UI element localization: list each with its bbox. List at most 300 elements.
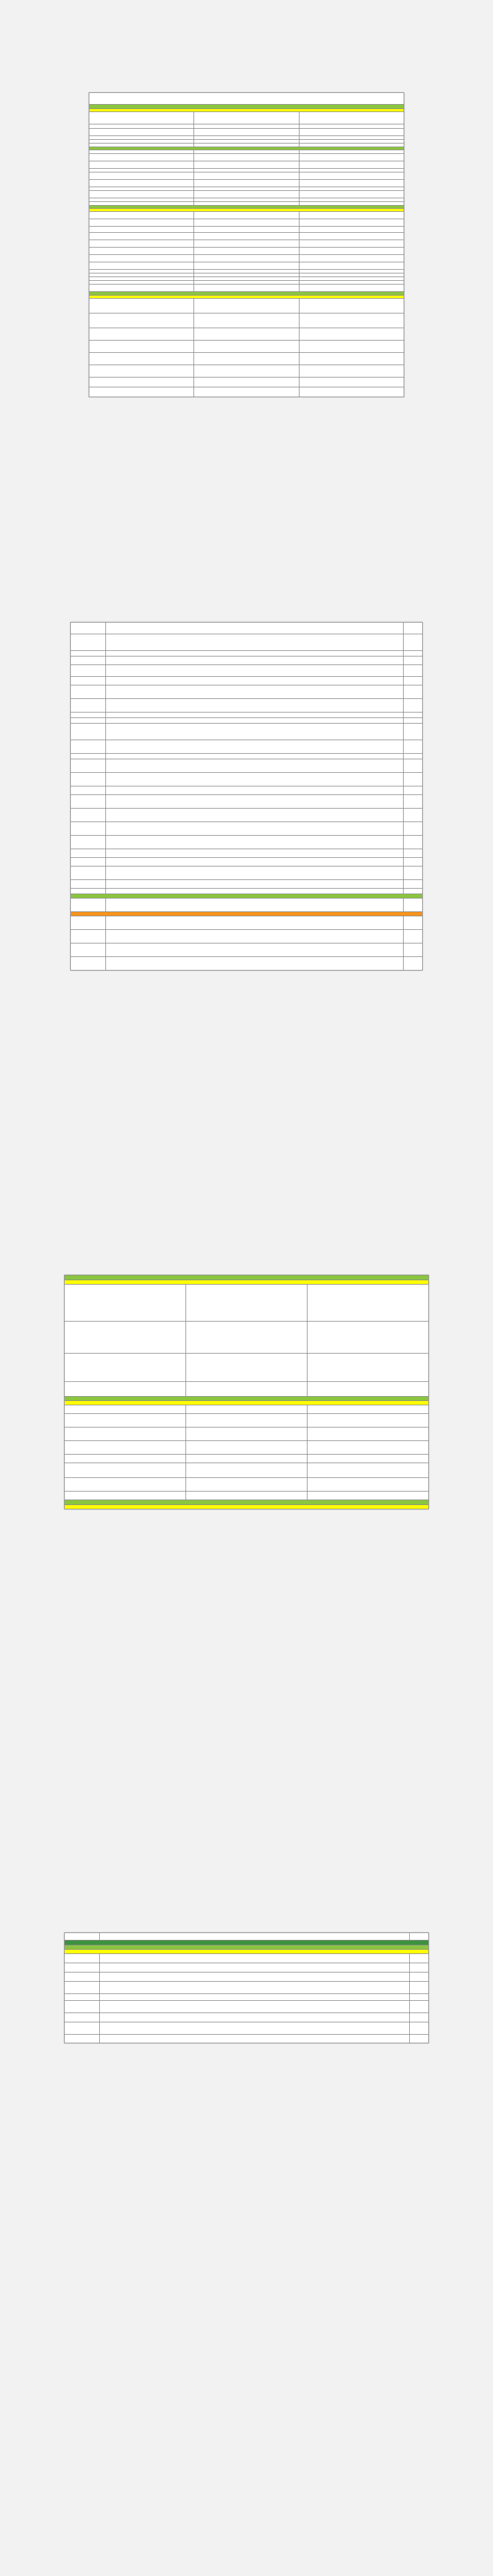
row-value-cell xyxy=(71,849,106,858)
table-row xyxy=(71,943,423,957)
document-title-row xyxy=(89,93,404,105)
row-number-cell xyxy=(299,255,404,262)
table-row xyxy=(89,124,404,129)
row-value-cell xyxy=(89,180,194,187)
row-description-cell xyxy=(194,161,299,169)
row-value-cell xyxy=(65,1322,186,1354)
row-number-cell xyxy=(308,1492,429,1500)
row-value-cell xyxy=(89,154,194,161)
row-number-cell xyxy=(308,1285,429,1322)
row-description-cell xyxy=(106,623,404,634)
row-description-cell xyxy=(186,1463,308,1478)
row-number-cell xyxy=(404,677,423,685)
row-number-cell xyxy=(404,740,423,754)
table-row xyxy=(65,1994,429,2001)
row-value-cell xyxy=(71,957,106,971)
row-number-cell xyxy=(299,240,404,248)
row-description-cell xyxy=(100,2001,410,2013)
table-row xyxy=(89,378,404,387)
row-description-cell xyxy=(186,1285,308,1322)
row-value-cell xyxy=(71,656,106,665)
table-row xyxy=(89,161,404,169)
table-row xyxy=(71,623,423,634)
row-description-cell xyxy=(194,328,299,341)
table-row xyxy=(71,651,423,656)
table-row xyxy=(71,724,423,740)
row-number-cell xyxy=(404,786,423,795)
row-value-cell xyxy=(65,2035,100,2043)
row-description-cell xyxy=(194,227,299,233)
row-description-cell xyxy=(100,2035,410,2043)
row-value-cell xyxy=(89,227,194,233)
row-description-cell xyxy=(194,172,299,180)
table-row xyxy=(89,180,404,187)
row-description-cell xyxy=(106,916,404,930)
row-value-cell xyxy=(89,219,194,227)
row-description-cell xyxy=(194,154,299,161)
row-number-cell xyxy=(299,161,404,169)
row-number-cell xyxy=(404,713,423,718)
row-number-cell xyxy=(404,858,423,866)
row-number-cell xyxy=(404,651,423,656)
table-row xyxy=(71,898,423,912)
table-row xyxy=(71,773,423,786)
row-description-cell xyxy=(100,2013,410,2022)
table-row xyxy=(89,387,404,397)
row-number-cell xyxy=(308,1455,429,1463)
row-value-cell xyxy=(71,943,106,957)
row-description-cell xyxy=(106,677,404,685)
row-number-cell xyxy=(299,328,404,341)
row-number-cell xyxy=(410,2001,429,2013)
row-number-cell xyxy=(308,1478,429,1492)
row-value-cell xyxy=(65,1954,100,1963)
row-value-cell xyxy=(89,285,194,292)
row-description-cell xyxy=(106,822,404,836)
row-description-cell xyxy=(194,299,299,313)
table-row xyxy=(89,365,404,378)
row-value-cell xyxy=(89,387,194,397)
row-description-cell xyxy=(194,180,299,187)
row-value-cell xyxy=(71,665,106,677)
row-value-cell xyxy=(65,1994,100,2001)
section-header-row xyxy=(65,1505,429,1509)
row-description-cell xyxy=(194,365,299,378)
row-description-cell xyxy=(106,836,404,849)
row-value-cell xyxy=(89,328,194,341)
section-header-row xyxy=(65,1945,429,1950)
table-row xyxy=(89,219,404,227)
section-header-row xyxy=(65,1397,429,1401)
row-number-cell xyxy=(299,180,404,187)
row-description-cell xyxy=(186,1441,308,1455)
section-title xyxy=(65,1275,429,1280)
row-value-cell xyxy=(89,129,194,136)
row-number-cell xyxy=(299,191,404,198)
row-value-cell xyxy=(71,866,106,880)
row-description-cell xyxy=(106,795,404,809)
row-number-cell xyxy=(299,219,404,227)
table-row xyxy=(71,718,423,724)
table-row xyxy=(65,2035,429,2043)
row-number-cell xyxy=(299,353,404,365)
section-header-row xyxy=(65,1275,429,1280)
row-value-cell xyxy=(71,889,106,894)
row-number-cell xyxy=(299,313,404,328)
row-description-cell xyxy=(186,1414,308,1427)
table-row xyxy=(65,2013,429,2022)
row-description-cell xyxy=(194,262,299,270)
row-number-cell xyxy=(308,1382,429,1397)
section-title xyxy=(65,1940,429,1945)
table-row xyxy=(65,1322,429,1354)
row-description-cell xyxy=(186,1405,308,1414)
row-number-cell xyxy=(308,1354,429,1382)
row-value-cell xyxy=(89,353,194,365)
row-description-cell xyxy=(194,255,299,262)
row-value-cell xyxy=(65,1427,186,1441)
table-row xyxy=(71,656,423,665)
row-value-cell xyxy=(89,233,194,240)
row-value-cell xyxy=(65,1441,186,1455)
row-number-cell xyxy=(404,795,423,809)
row-value-cell xyxy=(71,754,106,759)
section-title xyxy=(65,1500,429,1505)
row-value-cell xyxy=(89,248,194,255)
row-value-cell xyxy=(65,1963,100,1972)
document-page xyxy=(89,92,404,397)
row-number-cell xyxy=(299,212,404,219)
row-number-cell xyxy=(404,866,423,880)
table-row xyxy=(89,129,404,136)
row-value-cell xyxy=(71,786,106,795)
row-value-cell xyxy=(89,365,194,378)
row-value-cell xyxy=(89,172,194,180)
row-description-cell xyxy=(100,1982,410,1994)
section-title xyxy=(65,1280,429,1285)
row-description-cell xyxy=(106,880,404,889)
row-value-cell xyxy=(65,1933,100,1940)
table-row xyxy=(71,866,423,880)
row-number-cell xyxy=(308,1414,429,1427)
row-description-cell xyxy=(186,1427,308,1441)
table-row xyxy=(65,1382,429,1397)
row-number-cell xyxy=(299,129,404,136)
row-value-cell xyxy=(65,1492,186,1500)
table-row xyxy=(65,1492,429,1500)
row-number-cell xyxy=(299,299,404,313)
row-number-cell xyxy=(404,699,423,713)
table-row xyxy=(71,665,423,677)
row-value-cell xyxy=(65,1285,186,1322)
row-number-cell xyxy=(410,1982,429,1994)
row-value-cell xyxy=(71,809,106,822)
row-number-cell xyxy=(404,724,423,740)
row-description-cell xyxy=(194,285,299,292)
table-row xyxy=(65,1963,429,1972)
row-description-cell xyxy=(186,1354,308,1382)
row-description-cell xyxy=(194,240,299,248)
row-description-cell xyxy=(194,248,299,255)
row-description-cell xyxy=(106,665,404,677)
row-value-cell xyxy=(71,795,106,809)
row-value-cell xyxy=(65,1972,100,1982)
table-row xyxy=(89,112,404,124)
row-number-cell xyxy=(404,822,423,836)
row-number-cell xyxy=(299,112,404,124)
row-number-cell xyxy=(404,898,423,912)
row-number-cell xyxy=(299,285,404,292)
row-description-cell xyxy=(106,930,404,943)
row-description-cell xyxy=(106,634,404,651)
row-description-cell xyxy=(106,740,404,754)
row-number-cell xyxy=(308,1441,429,1455)
row-value-cell xyxy=(71,713,106,718)
row-value-cell xyxy=(65,1405,186,1414)
section-header-row xyxy=(65,1500,429,1505)
row-value-cell xyxy=(89,191,194,198)
table-row xyxy=(89,328,404,341)
row-description-cell xyxy=(106,724,404,740)
items-table xyxy=(64,1932,429,2043)
row-number-cell xyxy=(404,754,423,759)
table-row xyxy=(71,809,423,822)
table-row xyxy=(89,191,404,198)
section-title xyxy=(71,894,423,898)
table-row xyxy=(71,889,423,894)
row-number-cell xyxy=(404,916,423,930)
table-row xyxy=(71,916,423,930)
row-value-cell xyxy=(71,677,106,685)
row-value-cell xyxy=(65,2001,100,2013)
row-description-cell xyxy=(186,1455,308,1463)
row-value-cell xyxy=(65,1414,186,1427)
row-description-cell xyxy=(194,233,299,240)
section-header-row xyxy=(65,1940,429,1945)
table-row xyxy=(71,634,423,651)
row-value-cell xyxy=(71,836,106,849)
row-value-cell xyxy=(89,255,194,262)
row-description-cell xyxy=(106,713,404,718)
table-row xyxy=(71,858,423,866)
row-description-cell xyxy=(194,129,299,136)
row-number-cell xyxy=(299,341,404,353)
row-value-cell xyxy=(65,2013,100,2022)
row-description-cell xyxy=(194,313,299,328)
table-row xyxy=(71,822,423,836)
table-row xyxy=(65,1972,429,1982)
row-description-cell xyxy=(106,957,404,971)
row-value-cell xyxy=(89,240,194,248)
table-row xyxy=(65,2022,429,2035)
table-row xyxy=(71,677,423,685)
row-description-cell xyxy=(106,656,404,665)
row-number-cell xyxy=(308,1322,429,1354)
section-title xyxy=(65,1950,429,1954)
document-page xyxy=(70,622,423,971)
table-row xyxy=(65,1478,429,1492)
row-description-cell xyxy=(100,2022,410,2035)
table-row xyxy=(89,172,404,180)
table-row xyxy=(71,795,423,809)
row-value-cell xyxy=(71,898,106,912)
row-value-cell xyxy=(71,822,106,836)
table-row xyxy=(71,930,423,943)
row-value-cell xyxy=(65,1982,100,1994)
table-row xyxy=(89,212,404,219)
row-value-cell xyxy=(65,2022,100,2035)
table-row xyxy=(65,1441,429,1455)
row-number-cell xyxy=(299,124,404,129)
table-row xyxy=(65,1933,429,1940)
section-title xyxy=(65,1401,429,1405)
row-description-cell xyxy=(194,353,299,365)
row-number-cell xyxy=(410,2022,429,2035)
row-number-cell xyxy=(404,773,423,786)
row-value-cell xyxy=(89,262,194,270)
table-row xyxy=(89,227,404,233)
table-row xyxy=(71,786,423,795)
table-row xyxy=(89,240,404,248)
row-description-cell xyxy=(106,898,404,912)
table-row xyxy=(65,1463,429,1478)
table-row xyxy=(71,849,423,858)
row-value-cell xyxy=(71,916,106,930)
row-number-cell xyxy=(404,665,423,677)
row-description-cell xyxy=(194,378,299,387)
row-value-cell xyxy=(71,623,106,634)
row-value-cell xyxy=(65,1455,186,1463)
row-number-cell xyxy=(410,1972,429,1982)
table-row xyxy=(71,713,423,718)
table-row xyxy=(65,1405,429,1414)
table-row xyxy=(65,1414,429,1427)
row-number-cell xyxy=(404,656,423,665)
row-number-cell xyxy=(299,233,404,240)
row-value-cell xyxy=(71,685,106,699)
row-description-cell xyxy=(106,651,404,656)
row-description-cell xyxy=(194,124,299,129)
table-row xyxy=(71,759,423,773)
section-header-row xyxy=(65,1280,429,1285)
row-description-cell xyxy=(106,699,404,713)
row-description-cell xyxy=(186,1382,308,1397)
row-value-cell xyxy=(89,112,194,124)
section-title xyxy=(65,1945,429,1950)
row-value-cell xyxy=(71,724,106,740)
row-number-cell xyxy=(404,836,423,849)
row-number-cell xyxy=(410,1933,429,1940)
row-number-cell xyxy=(404,623,423,634)
row-number-cell xyxy=(410,1963,429,1972)
section-header-row xyxy=(71,894,423,898)
row-description-cell xyxy=(100,1954,410,1963)
row-description-cell xyxy=(194,191,299,198)
row-description-cell xyxy=(106,809,404,822)
row-description-cell xyxy=(186,1478,308,1492)
table-row xyxy=(89,255,404,262)
row-number-cell xyxy=(308,1463,429,1478)
document-page xyxy=(64,1932,429,2043)
row-description-cell xyxy=(106,773,404,786)
row-description-cell xyxy=(194,212,299,219)
row-description-cell xyxy=(106,685,404,699)
row-description-cell xyxy=(186,1492,308,1500)
row-value-cell xyxy=(71,773,106,786)
row-description-cell xyxy=(106,759,404,773)
items-table xyxy=(89,92,404,397)
row-number-cell xyxy=(410,2035,429,2043)
row-description-cell xyxy=(100,1972,410,1982)
section-header-row xyxy=(89,105,404,109)
section-header-row xyxy=(65,1950,429,1954)
row-number-cell xyxy=(404,957,423,971)
row-description-cell xyxy=(194,341,299,353)
row-value-cell xyxy=(89,313,194,328)
section-title xyxy=(65,1397,429,1401)
table-row xyxy=(65,1354,429,1382)
row-value-cell xyxy=(65,1382,186,1397)
row-number-cell xyxy=(404,930,423,943)
table-row xyxy=(65,1954,429,1963)
row-number-cell xyxy=(308,1427,429,1441)
table-row xyxy=(89,341,404,353)
row-number-cell xyxy=(299,154,404,161)
row-value-cell xyxy=(71,699,106,713)
row-number-cell xyxy=(410,1954,429,1963)
row-description-cell xyxy=(100,1963,410,1972)
table-row xyxy=(65,1285,429,1322)
section-title xyxy=(89,105,404,109)
row-number-cell xyxy=(404,718,423,724)
row-description-cell xyxy=(106,718,404,724)
row-number-cell xyxy=(404,685,423,699)
row-description-cell xyxy=(194,219,299,227)
table-row xyxy=(89,353,404,365)
row-number-cell xyxy=(404,849,423,858)
row-description-cell xyxy=(106,866,404,880)
row-number-cell xyxy=(299,262,404,270)
row-number-cell xyxy=(299,378,404,387)
row-number-cell xyxy=(299,172,404,180)
table-row xyxy=(71,957,423,971)
row-value-cell xyxy=(71,759,106,773)
row-description-cell xyxy=(106,858,404,866)
table-row xyxy=(71,685,423,699)
row-value-cell xyxy=(89,378,194,387)
table-row xyxy=(71,754,423,759)
row-value-cell xyxy=(65,1354,186,1382)
row-number-cell xyxy=(404,634,423,651)
row-number-cell xyxy=(410,1994,429,2001)
row-description-cell xyxy=(106,786,404,795)
row-value-cell xyxy=(89,212,194,219)
row-description-cell xyxy=(194,387,299,397)
table-row xyxy=(65,1427,429,1441)
row-value-cell xyxy=(71,858,106,866)
row-description-cell xyxy=(106,943,404,957)
row-number-cell xyxy=(299,365,404,378)
table-row xyxy=(71,880,423,889)
row-value-cell xyxy=(71,634,106,651)
table-row xyxy=(89,248,404,255)
row-value-cell xyxy=(65,1463,186,1478)
row-value-cell xyxy=(71,740,106,754)
row-description-cell xyxy=(194,112,299,124)
section-title xyxy=(65,1505,429,1509)
table-row xyxy=(65,2001,429,2013)
row-value-cell xyxy=(71,930,106,943)
